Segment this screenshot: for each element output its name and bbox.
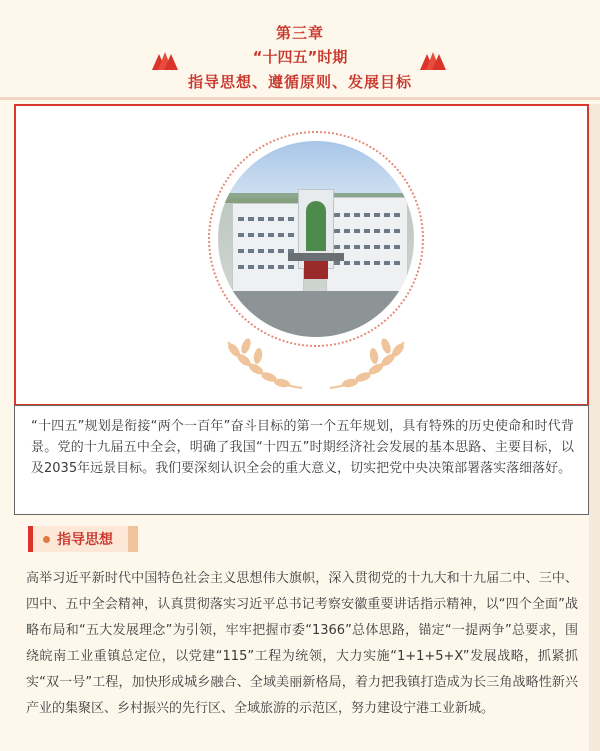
chapter-number: 第三章 [275,24,324,42]
section-heading-label: 指导思想 [57,532,113,548]
section-heading [28,526,138,552]
wheat-right-icon [328,332,418,392]
chapter-period: “十四五”时期 [252,48,348,66]
header-divider [0,97,600,100]
photo-frame [208,131,424,347]
chapter-subtitle: 指导思想、遵循原则、发展目标 [187,73,412,91]
section-heading-accent [128,526,138,552]
red-flag-icon [420,52,448,70]
chapter-header [0,0,600,100]
section-body: 高举习近平新时代中国特色社会主义思想伟大旗帜，深入贯彻党的十九大和十九届二中、三中、四中、五中全会精神，认真贯彻落实习近平总书记考察安徽重要讲话指示精神，以“四个全面”战略布局和“五大发展理念”为引领，牢牢把握市委“1366”总体思路，锚定“一提两争”总要求，围绕皖南工业重镇总定位，以党建“115”工程为统领，大力实施“1+1+5+X”发展战略，抓紧抓实“双一号”工程，加快形成城乡融合、全域美丽新格局，着力把我镇打造成为长三角战略性新兴产业的集聚区、乡村振兴的先行区、全域旅游的示范区，努力建设宁港工业新城。 [26,571,578,716]
red-flag-icon [152,52,180,70]
photo-card [14,104,589,406]
school-building-photo [218,141,414,337]
wheat-left-icon [214,332,304,392]
page-edge [589,104,600,751]
intro-paragraph: “十四五”规划是衔接“两个一百年”奋斗目标的第一个五年规划，具有特殊的历史使命和时代背景。党的十九届五中全会，明确了我国“十四五”时期经济社会发展的基本思路、主要目标，以及2035年远景目标。我们要深刻认识全会的重大意义，切实把党中央决策部署落实落细落好。 [14,405,589,515]
bullet-dot-icon [43,536,50,543]
